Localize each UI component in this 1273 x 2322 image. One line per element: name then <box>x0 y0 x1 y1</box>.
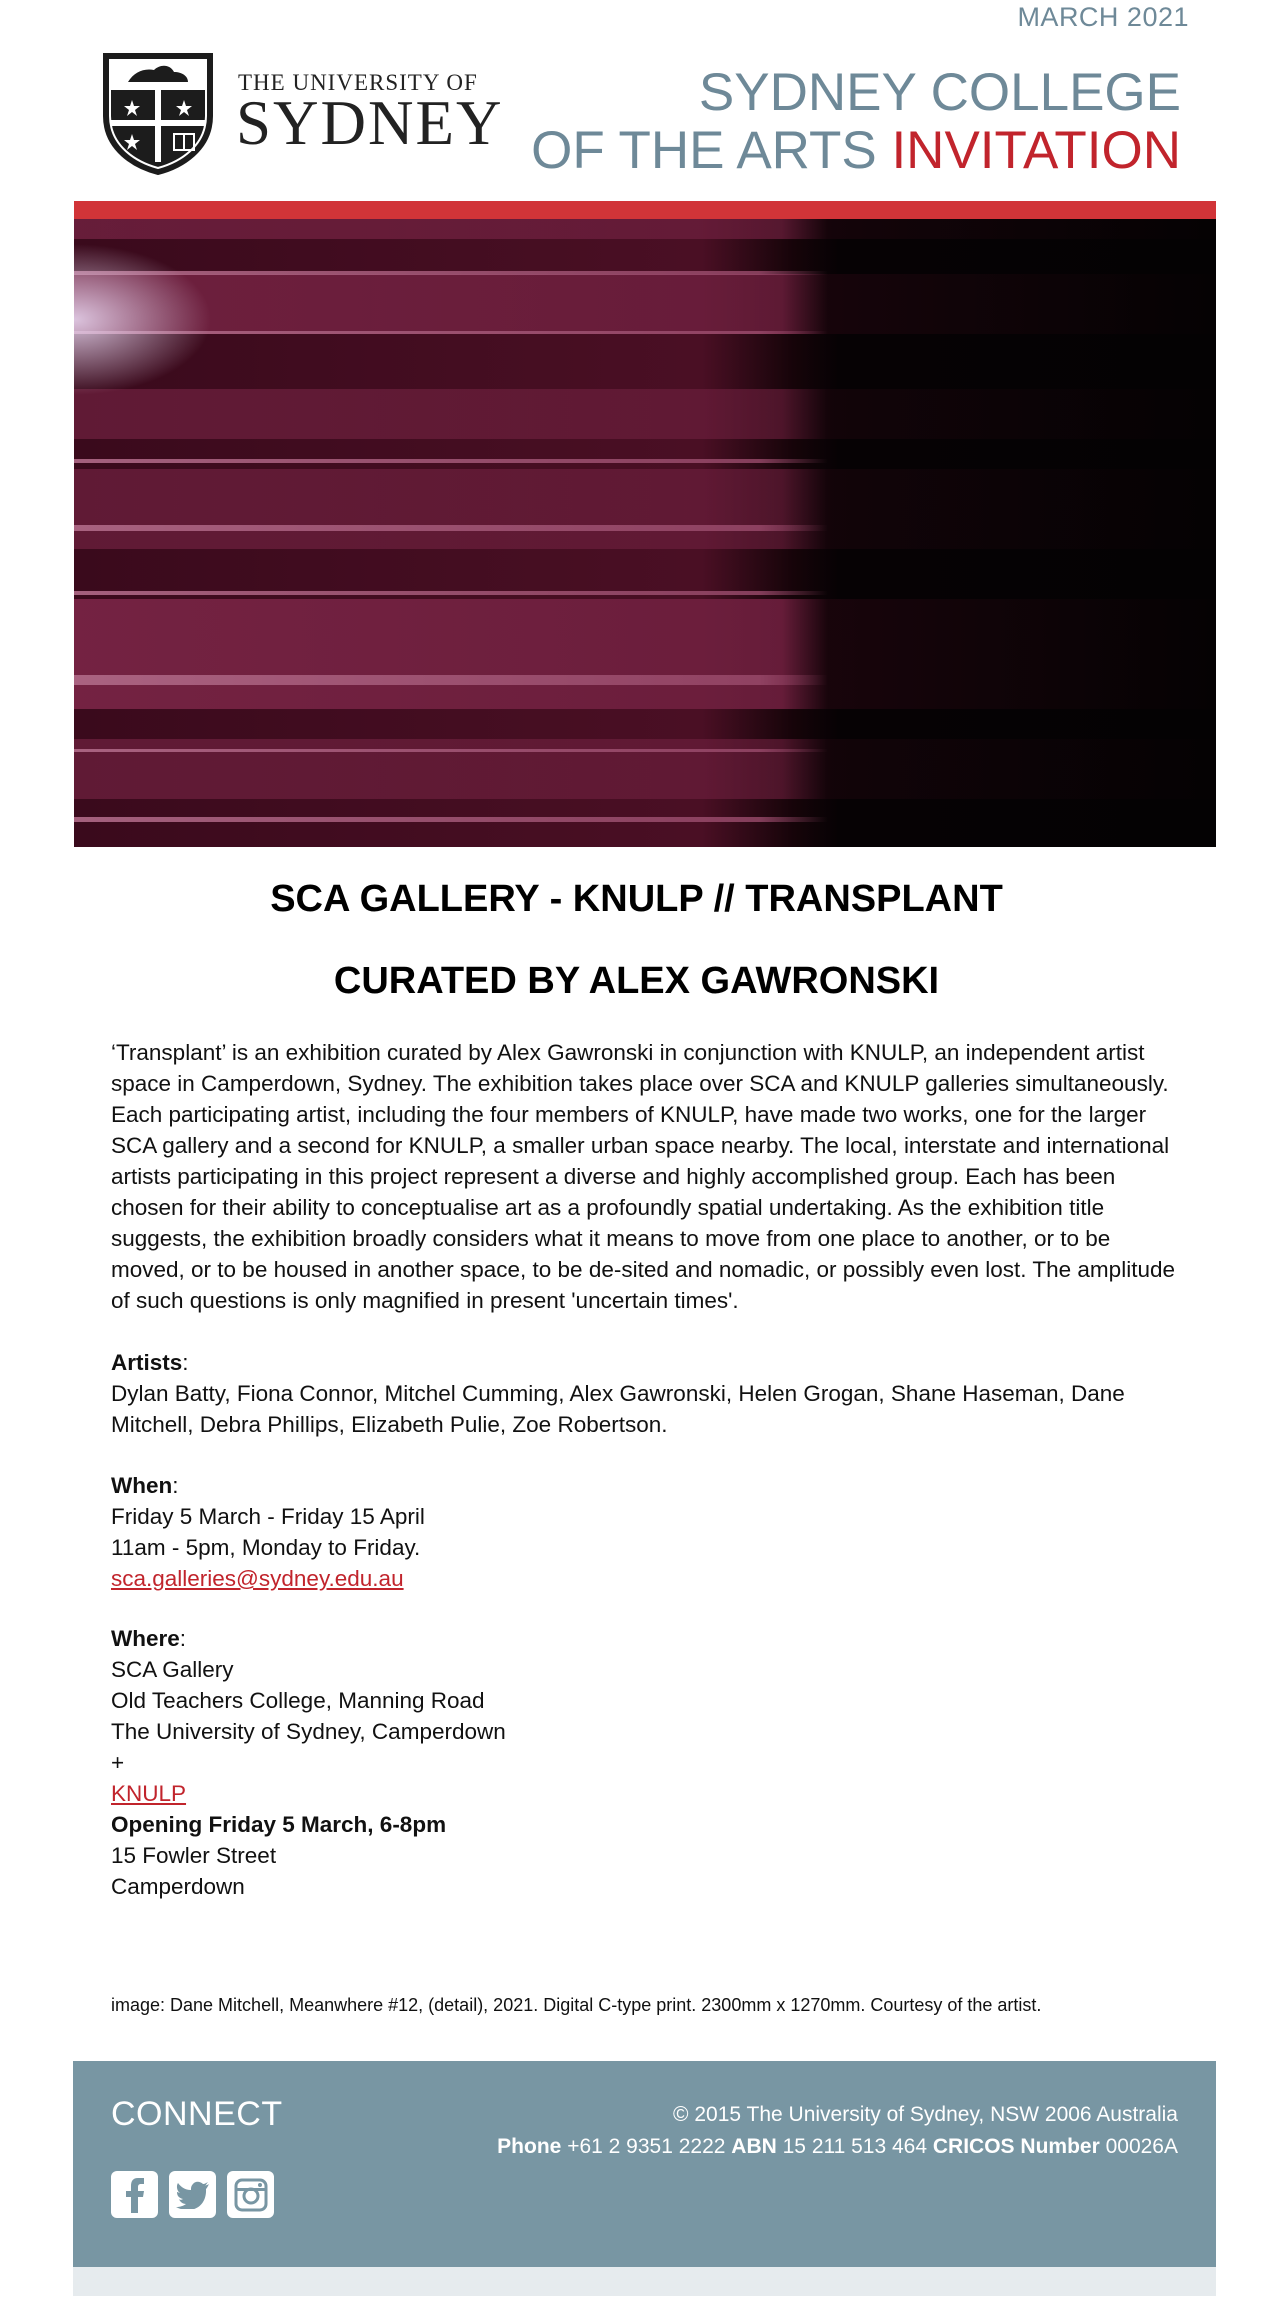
university-crest-icon <box>98 50 218 176</box>
where-line: SCA Gallery <box>111 1657 234 1682</box>
cricos-label: CRICOS Number <box>932 2135 1100 2158</box>
footer-legal <box>497 2099 1178 2163</box>
abn-label: ABN <box>731 2135 777 2158</box>
logo-text-main: SYDNEY <box>236 88 504 158</box>
social-links <box>111 2171 274 2218</box>
contact-line <box>497 2131 1178 2163</box>
red-divider-bar <box>74 201 1216 219</box>
twitter-icon[interactable] <box>169 2171 216 2218</box>
curator-heading: CURATED BY ALEX GAWRONSKI <box>333 960 940 1002</box>
when-dates: Friday 5 March - Friday 15 April <box>111 1504 425 1529</box>
where-line: Old Teachers College, Manning Road <box>111 1688 485 1713</box>
artists-list: Dylan Batty, Fiona Connor, Mitchel Cumming, Alex Gawronski, Helen Grogan, Shane Haseman, Dane Mitchell, Debra Phillips, Elizabeth Pulie, Zoe Robertson. <box>111 1381 1125 1437</box>
title-line-2 <box>531 122 1181 180</box>
where-line: The University of Sydney, Camperdown <box>111 1719 506 1744</box>
gallery-email-link[interactable]: sca.galleries@sydney.edu.au <box>111 1566 404 1591</box>
title-line-2-part-a: OF THE ARTS <box>531 121 877 181</box>
phone-number: +61 2 9351 2222 <box>567 2135 726 2158</box>
footer-bottom-strip <box>73 2267 1216 2296</box>
university-logo[interactable] <box>98 50 504 178</box>
exhibition-title: SCA GALLERY - KNULP // TRANSPLANT <box>270 878 1003 920</box>
copyright-text: © 2015 The University of Sydney, NSW 2006 Australia <box>673 2103 1178 2126</box>
hero-artwork-image <box>74 219 1216 847</box>
footer <box>73 2061 1216 2267</box>
when-section: When: Friday 5 March - Friday 15 April 11am - 5pm, Monday to Friday. sca.galleries@sydney.edu.au <box>111 1470 1181 1594</box>
knulp-address-line: Camperdown <box>111 1874 245 1899</box>
newsletter-title <box>531 64 1181 181</box>
connect-heading: CONNECT <box>111 2095 283 2133</box>
title-line-1: SYDNEY COLLEGE <box>698 63 1181 122</box>
cricos-number: 00026A <box>1105 2135 1178 2158</box>
intro-paragraph: ‘Transplant’ is an exhibition curated by Alex Gawronski in conjunction with KNULP, an independent artist space in Camperdown, Sydney. The exhibition takes place over SCA and KNULP galleries simultaneously. Each participating artist, including the four members of KNULP, have made two works, one for the larger SCA gallery and a second for KNULP, a smaller urban space nearby. The local, interstate and international artists participating in this project represent a diverse and highly accomplished group. Each has been chosen for their ability to conceptualise art as a profoundly spatial undertaking. As the exhibition title suggests, the exhibition broadly considers what it means to move from one place to another, or to be moved, or to be housed in another space, to be de-sited and nomadic, or possibly even lost. The amplitude of such questions is only magnified in present 'uncertain times'. <box>111 1040 1175 1313</box>
abn-number: 15 211 513 464 <box>782 2135 928 2158</box>
where-label: Where <box>111 1626 180 1651</box>
facebook-icon[interactable] <box>111 2171 158 2218</box>
knulp-address-line: 15 Fowler Street <box>111 1843 277 1868</box>
issue-date: MARCH 2021 <box>1017 2 1189 32</box>
invitation-label: INVITATION <box>891 121 1181 181</box>
artists-label: Artists <box>111 1350 183 1375</box>
when-label: When <box>111 1473 173 1498</box>
knulp-link[interactable]: KNULP <box>111 1781 187 1806</box>
logo-text-top: THE UNIVERSITY OF <box>238 70 478 95</box>
instagram-icon[interactable] <box>227 2171 274 2218</box>
opening-time: Opening Friday 5 March, 6-8pm <box>111 1812 447 1837</box>
phone-label: Phone <box>497 2135 562 2158</box>
when-hours: 11am - 5pm, Monday to Friday. <box>111 1535 421 1560</box>
where-section: Where: SCA Gallery Old Teachers College, Manning Road The University of Sydney, Camperdown + KNULP Opening Friday 5 March, 6-8pm 15 Fowler Street Camperdown <box>111 1623 1181 1902</box>
where-line: + <box>111 1750 125 1775</box>
image-caption: image: Dane Mitchell, Meanwhere #12, (detail), 2021. Digital C-type print. 2300mm x 1270mm. Courtesy of the artist. <box>111 1995 1042 2015</box>
artists-section: Artists: Dylan Batty, Fiona Connor, Mitchel Cumming, Alex Gawronski, Helen Grogan, Shane Haseman, Dane Mitchell, Debra Phillips, Elizabeth Pulie, Zoe Robertson. <box>111 1347 1181 1440</box>
